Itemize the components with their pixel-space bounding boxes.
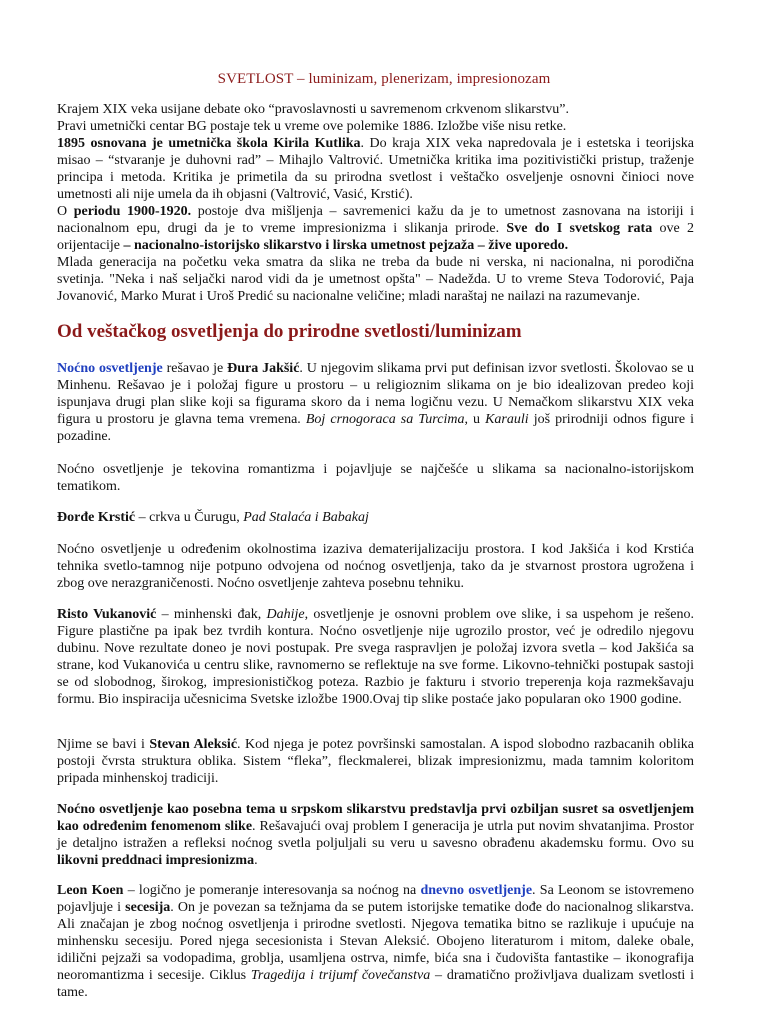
jaksic-text-d: još prirodniji odnos figure i pozadine. xyxy=(57,412,694,444)
jaksic-painting-2: Karauli xyxy=(485,412,529,427)
aleksic-name: Stevan Aleksić xyxy=(149,737,238,752)
vukanovic-painting: Dahije xyxy=(266,607,305,622)
vukanovic-text-b: , osvetljenje je osnovni problem ove slike, i sa uspehom je rešeno. Figure plastične pa ipak bez tvrdih kontura. Noćno osvetljenje nije ugrozilo prostor, već je odredilo njegovu dubinu. Nove rezultate doneo je novi postupak. Pre svega raspravljen je položaj izvora svetla – kod Jakšića sa strane, kod Vukanovića u centru slike, ravnomerno se reflektuje na sve forme. Likovno-tehnički postupak sastoji se od slobodnog, širokog, impresionističkog poteza. Razbio je fakturu i stvorio treperenja koja razmekšavaju formu. Bio inspiracija učesnicima Svetske izložbe 1900.Ovaj tip slike postaće jako popularan oko 1900 godine. xyxy=(57,607,694,707)
section-vukanovic xyxy=(57,606,694,708)
day-lighting-term: dnevno osvetljenje xyxy=(420,883,533,898)
aleksic-text-b: . Kod njega je potez površinski samostalan. A ispod slobodno razbacanih oblika postoji čvrsta struktura oblika. Sistem “fleka”, fleckmalerei, blizak impresionizmu, mada tamnim koloritom pripada minhenskoj tradiciji. xyxy=(57,737,694,786)
section-heading: Od veštačkog osvetljenja do prirodne svetlosti/luminizam xyxy=(57,321,522,342)
intro-line-1: Krajem XIX veka usijane debate oko “pravoslavnosti u savremenom crkvenom slikarstvu”. xyxy=(57,102,570,117)
section-koen xyxy=(57,882,694,1001)
night-theme-text-a: . Rešavajući ovaj problem I generacija je utrla put novim shvatanjima. Prostor je detaljno istražen a refleksi noćnog svetla poljuljali su veru u savesno obrađenu akademsku formu. Ovo su xyxy=(57,819,694,851)
secession-bold: secesija xyxy=(125,900,171,915)
krstic-text: – crkva u Čurugu, xyxy=(135,510,244,525)
krstic-name: Đorđe Krstić xyxy=(57,510,136,525)
period-text-c: ove 2 orijentacije xyxy=(57,221,694,253)
kutlik-paragraph-text: . Do kraja XIX veka napredovala je i estetska i teorijska misao – “stvaranje je duhovni rad” – Mihajlo Valtrović. Umetnička kritika ima pozitivistički pristup, traženje principa i metoda. Kritika je primetila da su prirodna svetlost i veštačko osveljenje osnovni činioci nove umetnosti ali nije umela da ih objasni (Valtrović, Vasić, Krstić). xyxy=(57,136,694,202)
intro-paragraph-kutlik xyxy=(57,135,694,203)
period-text-a: O xyxy=(57,204,74,219)
intro-paragraph-period xyxy=(57,203,694,254)
section-jaksic xyxy=(57,360,694,445)
jaksic-text-a: rešavao je xyxy=(162,361,228,376)
document-title: SVETLOST – luminizam, plenerizam, impresionozam xyxy=(217,71,551,87)
aleksic-text-a: Njime se bavi i xyxy=(57,737,150,752)
vukanovic-text-a: – minhenski đak, xyxy=(156,607,267,622)
section-romanticism xyxy=(57,461,694,495)
koen-text-d: – dramatično proživljava dualizam svetlosti i tame. xyxy=(57,968,695,1000)
koen-text-b: . Sa Leonom se istovremeno pojavljuje i xyxy=(57,883,695,915)
jaksic-text-b: . U njegovim slikama prvi put definisan izvor svetlosti. Školovao se u Minhenu. Rešavao je i položaj figure u prostoru – u religioznim slikama on je bio idealizovan predeo koji ispunjava drugi plan slike koji sa figurama skoro da i nema logičnu vezu. U Nemačkom slikarstvu XIX veka figura u prostoru je glavna tema vremena. xyxy=(57,361,694,427)
night-theme-text-b: . xyxy=(254,853,258,868)
intro-section xyxy=(57,101,694,305)
section-night-theme xyxy=(57,801,694,869)
jaksic-name: Đura Jakšić xyxy=(227,361,300,376)
dematerialization-paragraph: Noćno osvetljenje u određenim okolnostima izaziva dematerijalizaciju prostora. I kod Jakšića i kod Krstića tehnika svetlo-tamnog nije potpuno odvojena od noćnog osvetljenja, tako da je stvarnost prostora ugrožena i zbog ove nerazgraničenosti. Noćno osvetljenje zahteva posebnu tehniku. xyxy=(57,542,694,591)
precursors-bold: likovni preddnaci impresionizma xyxy=(57,853,255,868)
section-dematerialization xyxy=(57,541,694,592)
section-krstic xyxy=(57,509,694,526)
koen-cycle-title: Tragedija i trijumf čovečanstva xyxy=(250,968,431,983)
vukanovic-name: Risto Vukanović xyxy=(57,607,157,622)
jaksic-painting-1: Boj crnogoraca sa Turcima xyxy=(305,412,465,427)
night-lighting-term: Noćno osvetljenje xyxy=(57,361,163,376)
jaksic-text-c: , u xyxy=(464,412,486,427)
krstic-painting: Pad Stalaća i Babakaj xyxy=(243,510,369,525)
koen-text-a: – logično je pomeranje interesovanja sa noćnog na xyxy=(123,883,421,898)
koen-text-c: . On je povezan sa težnjama da se putem istorijske tematike dođe do nacionalnog slikarstva. Ali značajan je zbog noćnog osvetljenja i prirodne svetlosti. Njegova tematika bitno se razlikuje i upućuje na minhensku secesiju. Pored njega secesionista i Stevan Aleksić. Obojeno literaturom i mitom, daleke obale, idilični pejzaži sa vodopadima, groblja, usamljena ostrva, nimfe, bića sna i čudovišta fantastike – ikonografija neoromantizma i secesije. Ciklus xyxy=(57,900,694,983)
orientations-bold: – nacionalno-istorijsko slikarstvo i lirska umetnost pejzaža – žive uporedo. xyxy=(123,238,569,253)
intro-line-2: Pravi umetnički centar BG postaje tek u vreme ove polemike 1886. Izložbe više nisu retke. xyxy=(57,119,567,134)
section-aleksic xyxy=(57,736,694,787)
kutlik-school-bold: 1895 osnovana je umetnička škola Kirila Kutlika xyxy=(57,136,361,151)
period-bold: periodu 1900-1920. xyxy=(73,204,192,219)
war-bold: Sve do I svetskog rata xyxy=(506,221,653,236)
intro-paragraph-generation: Mlada generacija na početku veka smatra da slika ne treba da bude ni verska, ni nacionalna, ni porodična svetinja. "Neka i naš seljački narod vidi da je umetnost opšta" – Nadežda. U to vreme Steva Todorović, Paja Jovanović, Marko Murat i Uroš Predić su nacionalne veličine; mladi naraštaj ne nailazi na razumevanje. xyxy=(57,255,694,304)
romanticism-paragraph: Noćno osvetljenje je tekovina romantizma i pojavljuje se najčešće u slikama sa nacionalno-istorijskom tematikom. xyxy=(57,462,694,494)
night-theme-bold: Noćno osvetljenje kao posebna tema u srpskom slikarstvu predstavlja prvi ozbiljan susret sa osvetljenjem kao određenim fenomenom slike xyxy=(57,802,694,834)
koen-name: Leon Koen xyxy=(57,883,124,898)
period-text-b: postoje dva mišljenja – savremenici kažu da je to umetnost zasnovana na istoriji i nacionalnom epu, drugi da je to vreme impresionizma i slikanja prirode. xyxy=(57,204,694,236)
